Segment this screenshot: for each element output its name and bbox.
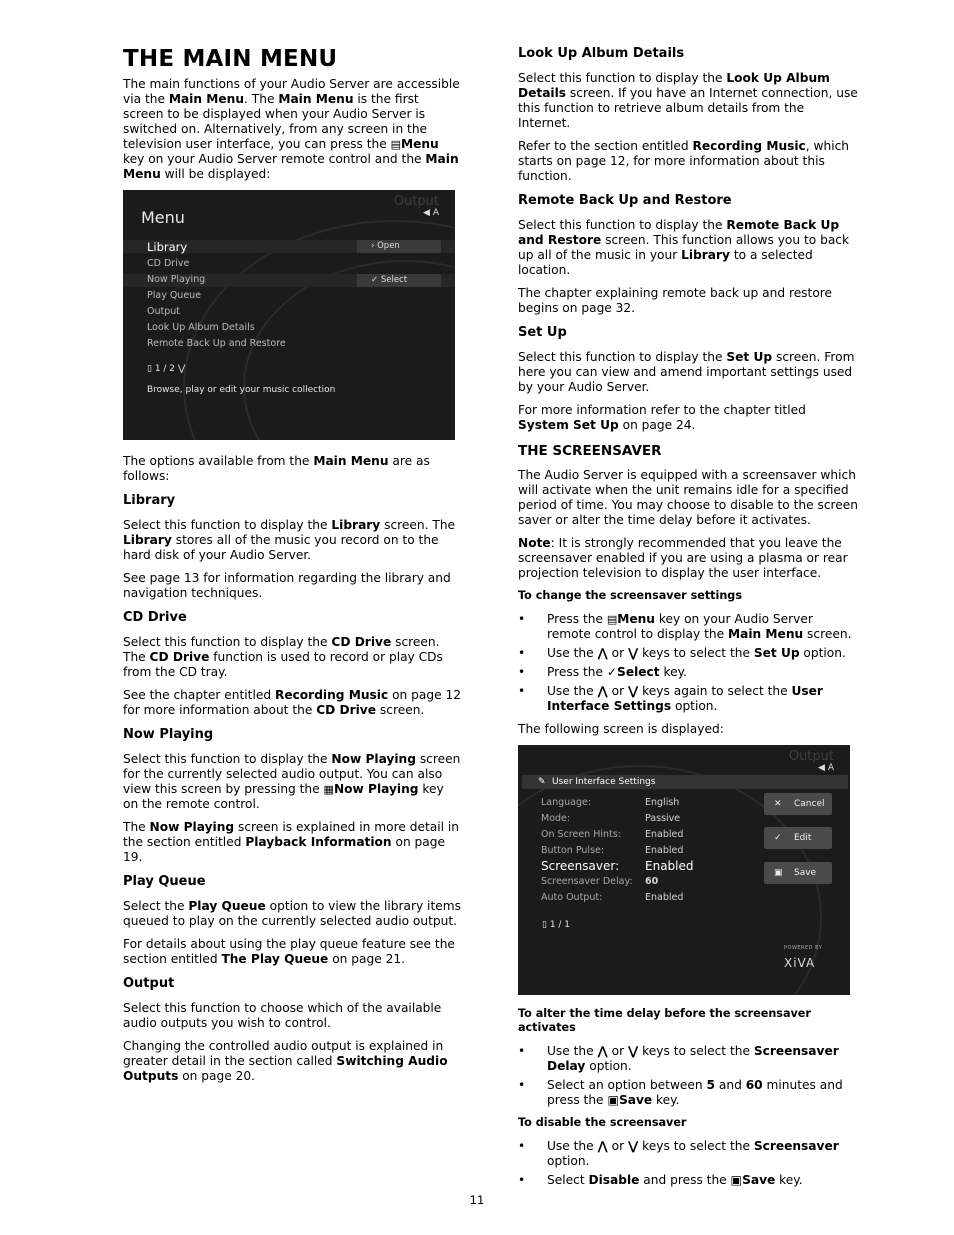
page-icon: ▯ bbox=[542, 920, 547, 930]
play-queue-paragraph: For details about using the play queue feature see the section entitled The Play Queue on page 21. bbox=[123, 937, 455, 966]
heading-setup: Set Up bbox=[518, 325, 567, 340]
look-up-paragraph: Refer to the section entitled Recording Music, which starts on page 12, for more information about this function. bbox=[518, 139, 850, 183]
screensaver-note: Note: It is strongly recommended that you leave the screensaver enabled if you are using a plasma or rear projection television to display the user interface. bbox=[518, 536, 848, 580]
cd-drive-paragraph: Select this function to display the CD Drive screen. The CD Drive function is used to record or play CDs from the CD tray. bbox=[123, 635, 443, 679]
alter-delay-list bbox=[518, 1044, 858, 1108]
speaker-icon: ◀ A bbox=[423, 208, 439, 218]
menu-title: Menu bbox=[141, 208, 185, 227]
cancel-button[interactable]: ✕ Cancel bbox=[764, 793, 832, 815]
now-playing-paragraph: Select this function to display the Now Playing screen for the currently selected audio output. You can also view this screen by pressing the ▦Now Playing key on the remote control. bbox=[123, 752, 461, 811]
menu-hint: Browse, play or edit your music collection bbox=[147, 385, 336, 395]
setting-value[interactable]: Enabled bbox=[645, 892, 684, 903]
chevron-down-icon: ⋁ bbox=[177, 364, 186, 374]
page-indicator: ▯ 1 / 1 bbox=[542, 920, 571, 930]
setting-value[interactable]: Passive bbox=[645, 813, 681, 824]
up-arrow-icon: ⋀ bbox=[597, 1139, 608, 1153]
setting-value[interactable]: English bbox=[645, 797, 680, 808]
up-arrow-icon: ⋀ bbox=[597, 646, 608, 660]
output-paragraph: Select this function to choose which of the available audio outputs you wish to control. bbox=[123, 1001, 442, 1030]
list-item: • Use the ⋀ or ⋁ keys to select the Screensaver option. bbox=[518, 1139, 839, 1168]
setup-paragraph: For more information refer to the chapter titled System Set Up on page 24. bbox=[518, 403, 806, 432]
output-label: Output bbox=[393, 194, 439, 209]
following-screen-text: The following screen is displayed: bbox=[518, 722, 724, 736]
down-arrow-icon: ⋁ bbox=[628, 646, 639, 660]
save-icon: ▣ bbox=[730, 1173, 743, 1187]
settings-title-bar: ✎ User Interface Settings bbox=[522, 775, 848, 789]
wrench-icon: ✎ bbox=[538, 777, 546, 787]
cd-drive-paragraph: See the chapter entitled Recording Music on page 12 for more information about the CD Drive screen. bbox=[123, 688, 461, 717]
speaker-icon: ◀ A bbox=[818, 763, 834, 773]
page-icon: ▯ bbox=[147, 364, 152, 374]
menu-item-cd-drive[interactable]: CD Drive bbox=[147, 258, 190, 269]
setting-value-selected[interactable]: Enabled bbox=[645, 859, 694, 873]
save-icon: ▣ bbox=[607, 1093, 619, 1107]
setup-paragraph: Select this function to display the Set Up screen. From here you can view and amend important settings used by your Audio Server. bbox=[518, 350, 855, 394]
list-item: • Select Disable and press the ▣Save key. bbox=[518, 1173, 803, 1187]
save-button[interactable]: ▣ Save bbox=[764, 862, 832, 884]
heading-backup: Remote Back Up and Restore bbox=[518, 193, 732, 208]
save-icon: ▣ bbox=[774, 868, 783, 878]
menu-icon: ▤ bbox=[606, 613, 618, 626]
change-settings-list bbox=[518, 612, 858, 714]
list-item: • Press the ▤Menu key on your Audio Server remote control to display the Main Menu screen. bbox=[518, 612, 852, 641]
edit-button[interactable]: ✓ Edit bbox=[764, 827, 832, 849]
output-paragraph: Changing the controlled audio output is explained in greater detail in the section called Switching Audio Outputs on page 20. bbox=[123, 1039, 448, 1083]
setting-label-selected: Screensaver: bbox=[541, 859, 620, 873]
setting-value[interactable]: Enabled bbox=[645, 845, 684, 856]
heading-library: Library bbox=[123, 493, 176, 508]
disable-heading: To disable the screensaver bbox=[518, 1116, 687, 1129]
page-number: 11 bbox=[469, 1193, 485, 1207]
user-interface-settings-screenshot bbox=[518, 745, 850, 995]
main-menu-screenshot bbox=[123, 190, 455, 440]
menu-item-now-playing[interactable]: Now Playing bbox=[147, 274, 206, 285]
backup-paragraph: Select this function to display the Remote Back Up and Restore screen. This function allows you to back up all of the music in your Library to a selected location. bbox=[518, 218, 850, 277]
menu-icon: ▤ bbox=[390, 138, 401, 151]
setting-value[interactable]: 60 bbox=[645, 876, 659, 887]
heading-play-queue: Play Queue bbox=[123, 874, 206, 889]
intro-paragraph: The main functions of your Audio Server are accessible via the Main Menu. The Main Menu is the first screen to be displayed when your Audio Server is switched on. Alternatively, from any screen in the television user interface, you can press the ▤Menu key on your Audio Server remote control and the Main Menu will be displayed: bbox=[123, 77, 460, 181]
setting-label: Button Pulse: bbox=[541, 845, 605, 856]
menu-item-output[interactable]: Output bbox=[147, 306, 180, 317]
disable-list bbox=[518, 1139, 858, 1188]
backup-paragraph: The chapter explaining remote back up and restore begins on page 32. bbox=[518, 286, 833, 315]
select-button[interactable]: ✓ Select bbox=[357, 274, 441, 287]
list-item: • Use the ⋀ or ⋁ keys to select the Set Up option. bbox=[518, 646, 846, 660]
change-settings-heading: To change the screensaver settings bbox=[518, 589, 742, 602]
look-up-paragraph: Select this function to display the Look Up Album Details screen. If you have an Internet connection, use this function to retrieve album details from the Internet. bbox=[518, 71, 858, 130]
check-icon: ✓ bbox=[774, 833, 782, 843]
options-intro: The options available from the Main Menu are as follows: bbox=[123, 454, 430, 483]
menu-item-look-up[interactable]: Look Up Album Details bbox=[147, 322, 255, 333]
check-icon: ✓ bbox=[606, 665, 618, 679]
down-arrow-icon: ⋁ bbox=[628, 1044, 639, 1058]
open-button[interactable]: › Open bbox=[357, 240, 441, 253]
page-indicator: ▯ 1 / 2 ⋁ bbox=[147, 364, 186, 374]
screensaver-paragraph: The Audio Server is equipped with a screensaver which will activate when the unit remains idle for a specified period of time. You may choose to disable to the screen saver or alter the time delay before it activates. bbox=[518, 468, 859, 527]
down-arrow-icon: ⋁ bbox=[628, 1139, 639, 1153]
setting-value[interactable]: Enabled bbox=[645, 829, 684, 840]
list-item: • Use the ⋀ or ⋁ keys again to select the User Interface Settings option. bbox=[518, 684, 823, 713]
menu-item-backup[interactable]: Remote Back Up and Restore bbox=[147, 338, 286, 349]
down-arrow-icon: ⋁ bbox=[628, 684, 639, 698]
setting-label: On Screen Hints: bbox=[541, 829, 621, 840]
alter-delay-heading: To alter the time delay before the screensaver activates bbox=[518, 1007, 811, 1034]
now-playing-icon: ▦ bbox=[323, 783, 334, 796]
setting-label: Mode: bbox=[541, 813, 571, 824]
heading-look-up: Look Up Album Details bbox=[518, 46, 685, 61]
check-icon: ✓ bbox=[371, 275, 379, 285]
right-column bbox=[518, 44, 858, 1196]
now-playing-paragraph: The Now Playing screen is explained in more detail in the section entitled Playback Information on page 19. bbox=[123, 820, 459, 864]
menu-item-library[interactable]: Library bbox=[147, 240, 188, 254]
setting-label: Screensaver Delay: bbox=[541, 876, 633, 887]
chevron-right-icon: › bbox=[371, 241, 375, 251]
library-paragraph: See page 13 for information regarding the library and navigation techniques. bbox=[123, 571, 451, 600]
list-item: • Select an option between 5 and 60 minutes and press the ▣Save key. bbox=[518, 1078, 843, 1107]
xiva-logo: POWERED BY XiVA bbox=[784, 945, 823, 970]
setting-label: Language: bbox=[541, 797, 592, 808]
menu-item-play-queue[interactable]: Play Queue bbox=[147, 290, 202, 301]
play-queue-paragraph: Select the Play Queue option to view the library items queued to play on the currently selected audio output. bbox=[123, 899, 461, 928]
heading-screensaver: THE SCREENSAVER bbox=[518, 443, 662, 459]
page-title: THE MAIN MENU bbox=[123, 46, 338, 72]
list-item: • Use the ⋀ or ⋁ keys to select the Screensaver Delay option. bbox=[518, 1044, 839, 1073]
heading-output: Output bbox=[123, 976, 175, 991]
heading-now-playing: Now Playing bbox=[123, 727, 214, 742]
library-paragraph: Select this function to display the Library screen. The Library stores all of the music you record on to the hard disk of your Audio Server. bbox=[123, 518, 456, 562]
heading-cd-drive: CD Drive bbox=[123, 610, 187, 625]
output-label: Output bbox=[788, 749, 834, 764]
setting-label: Auto Output: bbox=[541, 892, 603, 903]
up-arrow-icon: ⋀ bbox=[597, 684, 608, 698]
list-item: • Press the ✓Select key. bbox=[518, 665, 687, 679]
close-icon: ✕ bbox=[774, 799, 782, 809]
left-column bbox=[123, 44, 461, 1092]
up-arrow-icon: ⋀ bbox=[597, 1044, 608, 1058]
